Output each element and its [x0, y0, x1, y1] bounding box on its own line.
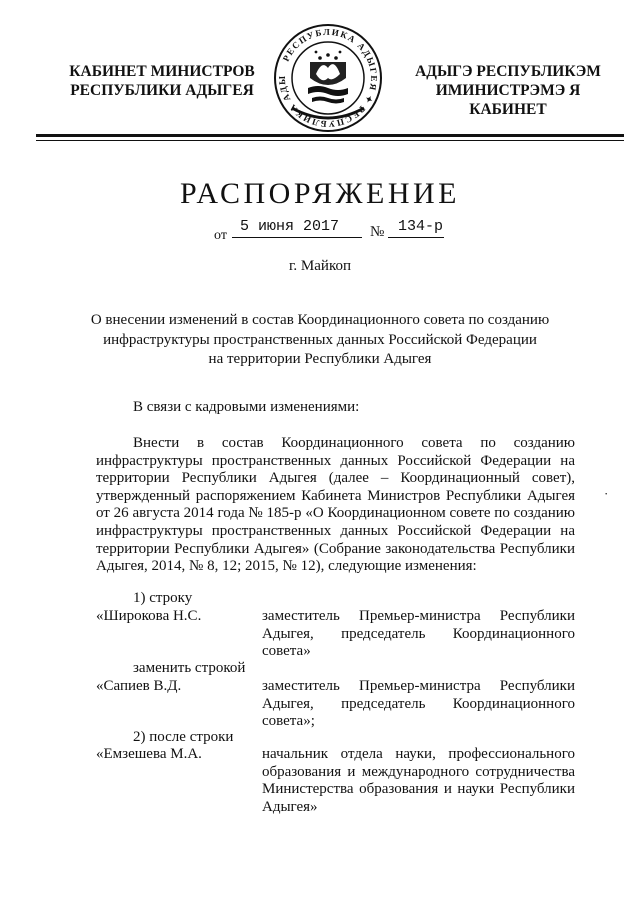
main-paragraph: Внести в состав Координационного совета по созданию инфраструктуры пространственных данных Российской Федерации на территории Республики Адыгея (далее – Координационный совет), утвержденный распоряжением Кабинета Министров Республики Адыгея от 26 августа 2014 года № 185-р «О Координационном совете по созданию инфраструктуры пространственных данных Российской Федерации на территории Республики Адыгея» (Собрание законодательства Республики Адыгея, 2014, № 8, 12; 2015, № 12), следующие изменения:: [96, 435, 575, 575]
row1-position: заместитель Премьер-министра Республики Адыгея, председатель Координационного совета»: [262, 608, 575, 660]
header-divider-thin: [36, 140, 624, 141]
header-right-line1: АДЫГЭ РЕСПУБЛИКЭМ: [415, 63, 601, 80]
replace-label: заменить строкой: [133, 660, 246, 676]
row1-name: «Широкова Н.С.: [96, 608, 202, 624]
item1-label: 1) строку: [133, 590, 193, 606]
svg-text:РЕСПУБЛИКА АДЫГЕЯ ✦ РЕСПУБЛИКА: РЕСПУБЛИКА АДЫГЕЯ ✦ РЕСПУБЛИКА АДЫ: [276, 26, 380, 130]
header-left-line1: КАБИНЕТ МИНИСТРОВ: [69, 63, 255, 80]
row3-position: начальник отдела науки, профессионального образования и международного сотрудничества Министерства образования и науки Республики Адыгея»: [262, 746, 575, 815]
date-prefix: от: [214, 228, 227, 243]
intro-text: В связи с кадровыми изменениями:: [133, 399, 360, 415]
header-divider-thick: [36, 134, 624, 137]
subject-line-1: О внесении изменений в состав Координационного совета по созданию: [90, 312, 550, 328]
header-left-line2: РЕСПУБЛИКИ АДЫГЕЯ: [70, 82, 254, 99]
subject-line-3: на территории Республики Адыгея: [208, 351, 432, 367]
document-date: 5 июня 2017: [232, 218, 362, 238]
scan-mark: ·: [604, 486, 609, 501]
document-subject: [80, 311, 560, 370]
item2-label: 2) после строки: [133, 729, 234, 745]
header-right-org: [398, 62, 618, 119]
coat-of-arms-icon: [272, 22, 384, 134]
subject-line-2: инфраструктуры пространственных данных Российской Федерации: [103, 331, 537, 348]
number-sign: №: [370, 224, 385, 240]
row2-name: «Сапиев В.Д.: [96, 678, 182, 694]
date-number-line: [0, 218, 640, 242]
row3-name: «Емзешева М.А.: [96, 746, 202, 762]
city: г. Майкоп: [288, 258, 352, 274]
row2-position: заместитель Премьер-министра Республики Адыгея, председатель Координационного совета»;: [262, 678, 575, 730]
header-left-org: [64, 62, 260, 100]
header-right-line2: ИМИНИСТРЭМЭ Я КАБИНЕТ: [435, 82, 581, 118]
document-number: 134-р: [388, 218, 444, 238]
document-title: РАСПОРЯЖЕНИЕ: [179, 177, 461, 210]
